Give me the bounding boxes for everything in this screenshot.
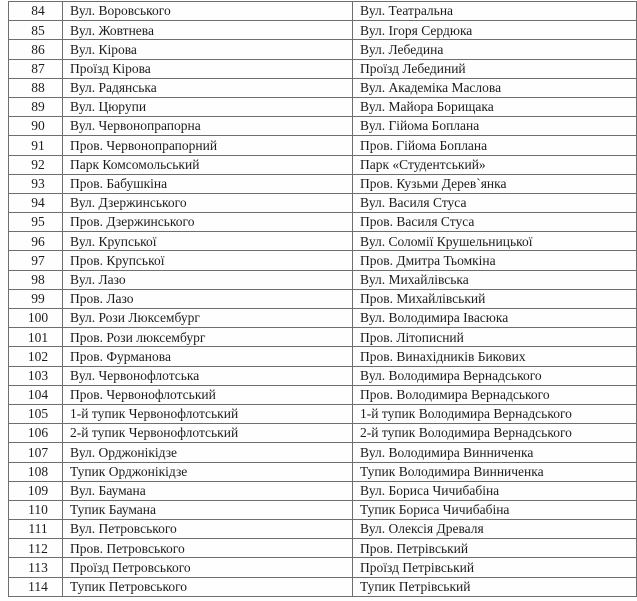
old-street-name-cell: Вул. Воровського	[63, 2, 353, 21]
table-row	[9, 117, 637, 136]
table-row	[9, 481, 637, 500]
new-street-name-cell: Вул. Михайлівська	[353, 270, 637, 289]
row-number-cell: 103	[9, 366, 63, 385]
row-number-cell: 85	[9, 21, 63, 40]
table-row	[9, 213, 637, 232]
table-row	[9, 328, 637, 347]
row-number-cell: 109	[9, 481, 63, 500]
row-number-cell: 112	[9, 539, 63, 558]
table-row	[9, 97, 637, 116]
old-street-name-cell: Вул. Жовтнева	[63, 21, 353, 40]
new-street-name-cell: Вул. Володимира Винниченка	[353, 443, 637, 462]
old-street-name-cell: Пров. Рози люксембург	[63, 328, 353, 347]
table-row	[9, 309, 637, 328]
table-row	[9, 59, 637, 78]
old-street-name-cell: Вул. Орджонікідзе	[63, 443, 353, 462]
row-number-cell: 92	[9, 155, 63, 174]
row-number-cell: 110	[9, 500, 63, 519]
new-street-name-cell: Вул. Соломії Крушельницької	[353, 232, 637, 251]
old-street-name-cell: Пров. Червонофлотський	[63, 385, 353, 404]
old-street-name-cell: Вул. Червонофлотська	[63, 366, 353, 385]
old-street-name-cell: Тупик Петровського	[63, 577, 353, 596]
old-street-name-cell: Пров. Червонопрапорний	[63, 136, 353, 155]
old-street-name-cell: Вул. Лазо	[63, 270, 353, 289]
new-street-name-cell: 1-й тупик Володимира Вернадського	[353, 404, 637, 423]
row-number-cell: 106	[9, 424, 63, 443]
old-street-name-cell: Пров. Крупської	[63, 251, 353, 270]
table-row	[9, 2, 637, 21]
old-street-name-cell: Пров. Петровського	[63, 539, 353, 558]
old-street-name-cell: Проїзд Петровського	[63, 558, 353, 577]
row-number-cell: 102	[9, 347, 63, 366]
row-number-cell: 101	[9, 328, 63, 347]
table-row	[9, 462, 637, 481]
table-row	[9, 385, 637, 404]
new-street-name-cell: Тупик Петрівський	[353, 577, 637, 596]
table-row	[9, 193, 637, 212]
table-row	[9, 289, 637, 308]
row-number-cell: 93	[9, 174, 63, 193]
old-street-name-cell: Тупик Баумана	[63, 500, 353, 519]
table-row	[9, 232, 637, 251]
old-street-name-cell: Парк Комсомольський	[63, 155, 353, 174]
new-street-name-cell: Пров. Винахідників Бикових	[353, 347, 637, 366]
old-street-name-cell: Пров. Бабушкіна	[63, 174, 353, 193]
old-street-name-cell: Пров. Фурманова	[63, 347, 353, 366]
new-street-name-cell: Пров. Михайлівський	[353, 289, 637, 308]
table-row	[9, 78, 637, 97]
new-street-name-cell: Вул. Володимира Івасюка	[353, 309, 637, 328]
table-row	[9, 500, 637, 519]
row-number-cell: 97	[9, 251, 63, 270]
row-number-cell: 96	[9, 232, 63, 251]
row-number-cell: 99	[9, 289, 63, 308]
row-number-cell: 98	[9, 270, 63, 289]
new-street-name-cell: Вул. Гійома Боплана	[353, 117, 637, 136]
new-street-name-cell: Парк «Студентський»	[353, 155, 637, 174]
table-row	[9, 251, 637, 270]
row-number-cell: 105	[9, 404, 63, 423]
row-number-cell: 86	[9, 40, 63, 59]
row-number-cell: 84	[9, 2, 63, 21]
old-street-name-cell: Пров. Лазо	[63, 289, 353, 308]
row-number-cell: 94	[9, 193, 63, 212]
row-number-cell: 104	[9, 385, 63, 404]
old-street-name-cell: 2-й тупик Червонофлотський	[63, 424, 353, 443]
row-number-cell: 89	[9, 97, 63, 116]
row-number-cell: 111	[9, 520, 63, 539]
table-row	[9, 155, 637, 174]
row-number-cell: 90	[9, 117, 63, 136]
new-street-name-cell: Вул. Бориса Чичибабіна	[353, 481, 637, 500]
old-street-name-cell: Вул. Радянська	[63, 78, 353, 97]
table-row	[9, 558, 637, 577]
new-street-name-cell: Проїзд Петрівський	[353, 558, 637, 577]
table-row	[9, 136, 637, 155]
new-street-name-cell: Пров. Володимира Вернадського	[353, 385, 637, 404]
new-street-name-cell: Пров. Василя Стуса	[353, 213, 637, 232]
row-number-cell: 108	[9, 462, 63, 481]
row-number-cell: 95	[9, 213, 63, 232]
new-street-name-cell: Тупик Володимира Винниченка	[353, 462, 637, 481]
new-street-name-cell: Тупик Бориса Чичибабіна	[353, 500, 637, 519]
new-street-name-cell: Вул. Василя Стуса	[353, 193, 637, 212]
table-row	[9, 577, 637, 596]
row-number-cell: 88	[9, 78, 63, 97]
new-street-name-cell: Вул. Володимира Вернадського	[353, 366, 637, 385]
table-body	[9, 2, 637, 597]
row-number-cell: 107	[9, 443, 63, 462]
new-street-name-cell: Вул. Театральна	[353, 2, 637, 21]
table-row	[9, 21, 637, 40]
row-number-cell: 113	[9, 558, 63, 577]
old-street-name-cell: Вул. Рози Люксембург	[63, 309, 353, 328]
new-street-name-cell: Вул. Олексія Древаля	[353, 520, 637, 539]
table-row	[9, 40, 637, 59]
old-street-name-cell: Вул. Цюрупи	[63, 97, 353, 116]
new-street-name-cell: Пров. Літописний	[353, 328, 637, 347]
table-row	[9, 174, 637, 193]
new-street-name-cell: Проїзд Лебединий	[353, 59, 637, 78]
old-street-name-cell: Вул. Петровського	[63, 520, 353, 539]
old-street-name-cell: Вул. Кірова	[63, 40, 353, 59]
row-number-cell: 100	[9, 309, 63, 328]
old-street-name-cell: Пров. Дзержинського	[63, 213, 353, 232]
new-street-name-cell: Пров. Петрівський	[353, 539, 637, 558]
street-rename-table	[8, 1, 637, 597]
old-street-name-cell: Проїзд Кірова	[63, 59, 353, 78]
table-row	[9, 270, 637, 289]
table-row	[9, 347, 637, 366]
old-street-name-cell: Вул. Червонопрапорна	[63, 117, 353, 136]
new-street-name-cell: Пров. Дмитра Тьомкіна	[353, 251, 637, 270]
new-street-name-cell: Пров. Гійома Боплана	[353, 136, 637, 155]
table-row	[9, 539, 637, 558]
old-street-name-cell: Вул. Дзержинського	[63, 193, 353, 212]
new-street-name-cell: 2-й тупик Володимира Вернадського	[353, 424, 637, 443]
new-street-name-cell: Вул. Лебедина	[353, 40, 637, 59]
new-street-name-cell: Вул. Ігоря Сердюка	[353, 21, 637, 40]
table-row	[9, 404, 637, 423]
old-street-name-cell: 1-й тупик Червонофлотський	[63, 404, 353, 423]
row-number-cell: 91	[9, 136, 63, 155]
table-row	[9, 520, 637, 539]
old-street-name-cell: Вул. Баумана	[63, 481, 353, 500]
new-street-name-cell: Пров. Кузьми Дерев`янка	[353, 174, 637, 193]
table-row	[9, 366, 637, 385]
table-row	[9, 424, 637, 443]
new-street-name-cell: Вул. Майора Борищака	[353, 97, 637, 116]
row-number-cell: 87	[9, 59, 63, 78]
old-street-name-cell: Вул. Крупської	[63, 232, 353, 251]
row-number-cell: 114	[9, 577, 63, 596]
table-row	[9, 443, 637, 462]
old-street-name-cell: Тупик Орджонікідзе	[63, 462, 353, 481]
new-street-name-cell: Вул. Академіка Маслова	[353, 78, 637, 97]
